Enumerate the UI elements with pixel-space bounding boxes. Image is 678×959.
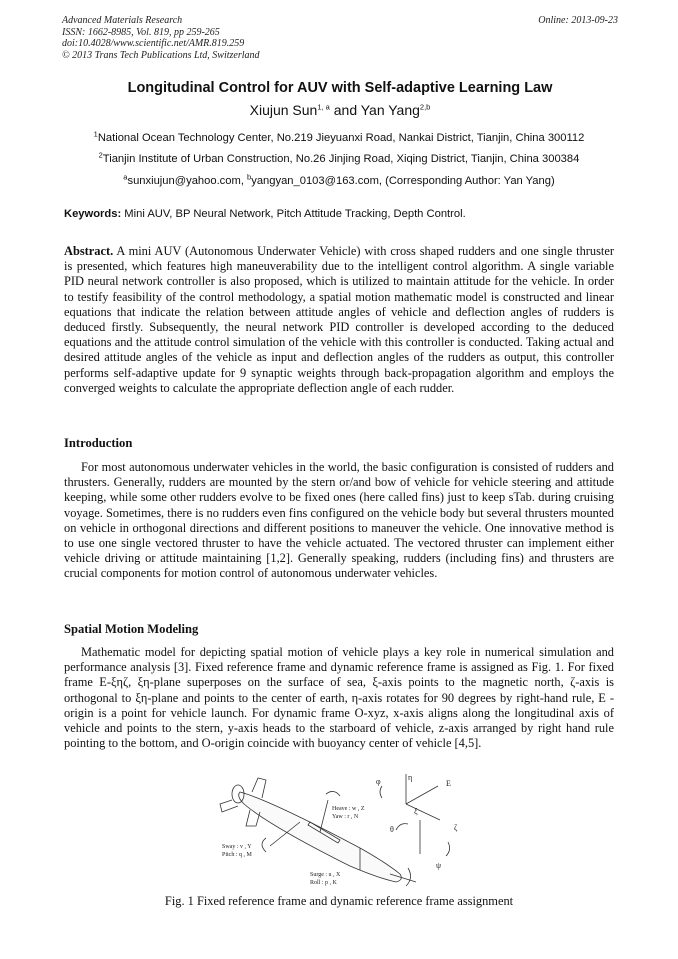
sway-label: Sway : v , Y — [222, 844, 252, 850]
e-label: E — [446, 779, 451, 788]
roll-label: Roll : p , K — [310, 880, 337, 886]
author-2-sup: 2,b — [419, 102, 431, 112]
phi-label: φ — [376, 777, 381, 786]
keywords-label: Keywords: — [64, 208, 122, 220]
email-a: sunxiujun@yahoo.com, — [127, 175, 248, 187]
eta-label: η — [408, 773, 413, 782]
xi-label: ξ — [414, 807, 418, 816]
author-1-sup: 1, a — [317, 102, 330, 112]
keywords-text: Mini AUV, BP Neural Network, Pitch Attitude Tracking, Depth Control. — [121, 208, 466, 220]
author-1: Xiujun Sun — [249, 102, 318, 118]
auv-hull — [239, 792, 402, 882]
author-and: and — [329, 102, 361, 118]
theta-arc — [396, 824, 408, 830]
phi-arc — [380, 786, 382, 798]
spatial-modeling-paragraph: Mathematic model for depicting spatial motion of vehicle plays a key role in numerical simulation and performance analysis [3]. Fixed reference frame and dynamic reference frame is assigned as Fig. 1. For fixed frame E-ξηζ, ξη-plane superposes on the surface of sea, ξ-axis points to the magnetic north, ζ-axis is orthogonal to ξη-plane and points to the center of earth, η-axis rotates for 90 degrees by right-hand rule, E -origin is a point for vehicle launch. For dynamic frame O-xyz, x-axis aligns along the longitudinal axis of vehicle and points to the stern, y-axis heads to the starboard of vehicle, z-axis arranged by right hand rule pointing to the bottom, and O-origin coincide with buoyancy center of vehicle [4,5]. — [64, 645, 614, 751]
figure-caption: Fig. 1 Fixed reference frame and dynamic reference frame assignment — [164, 894, 514, 908]
abstract-label: Abstract. — [64, 244, 114, 258]
zeta-label: ζ — [454, 823, 458, 832]
email-b: yangyan_0103@163.com, (Corresponding Author: Yan Yang) — [251, 175, 555, 187]
online-date: Online: 2013-09-23 — [538, 15, 618, 26]
roll-arc — [406, 868, 411, 886]
z-axis-arrow — [320, 800, 328, 832]
paper-title: Longitudinal Control for AUV with Self-adaptive Learning Law — [127, 80, 553, 96]
zeta-axis — [406, 804, 440, 820]
introduction-heading: Introduction — [64, 436, 133, 450]
affiliation-1-text: National Ocean Technology Center, No.219 Jieyuanxi Road, Nankai District, Tianjin, China 300112 — [97, 132, 585, 144]
email-line — [40, 172, 638, 187]
abstract-paragraph — [64, 244, 614, 396]
email-a-sup: a — [123, 172, 128, 182]
doi-line: doi:10.4028/www.scientific.net/AMR.819.259 — [62, 38, 245, 49]
pitch-arc — [262, 838, 266, 852]
journal-name: Advanced Materials Research — [62, 15, 183, 26]
affiliation-1 — [40, 129, 638, 144]
yaw-label: Yaw : r , N — [332, 814, 359, 820]
copyright-line: © 2013 Trans Tech Publications Ltd, Switzerland — [62, 49, 260, 61]
auv-stern-rudder-top — [252, 778, 266, 798]
journal-header — [62, 15, 618, 61]
keywords-line — [64, 208, 616, 220]
psi-arc — [446, 842, 450, 856]
affiliation-2-sup: 2 — [98, 150, 103, 160]
affiliation-2-text: Tianjin Institute of Urban Construction, No.26 Jinjing Road, Xiqing District, Tianjin, China 300384 — [102, 153, 580, 165]
yaw-arc — [326, 791, 340, 796]
introduction-paragraph: For most autonomous underwater vehicles in the world, the basic configuration is consisted of rudders and thrusters. Generally, rudders are mounted by the stern or/and bow of vehicle for vehicle steering and attitude keeping, while some other rudders evolve to be fixed ones (here called fins) just to keep sTab. during cruising voyage. Sometimes, there is no rudders even fins configured on the vehicle body but several thrusters mounted on vehicle in orthogonal directions and different positions to maneuver the vehicle. One innovative method is to use one single vectored thruster to have the vehicle actuated. The vectored thruster can implement either vehicle driving or attitude maintaining [1,2]. Generally speaking, rudders (including fins) and thrusters are crucial components for motion control of autonomous underwater vehicles. — [64, 460, 614, 581]
author-2: Yan Yang — [360, 102, 420, 118]
affiliation-1-sup: 1 — [93, 129, 98, 139]
heave-label: Heave : w , Z — [332, 806, 365, 812]
psi-label: ψ — [436, 861, 442, 870]
spatial-modeling-heading: Spatial Motion Modeling — [64, 622, 199, 636]
auv-diagram — [210, 770, 500, 892]
author-line — [62, 102, 618, 118]
surge-label: Surge : u , X — [310, 872, 341, 878]
email-b-sup: b — [247, 172, 252, 182]
figure-1 — [210, 770, 500, 892]
pitch-label: Pitch : q , M — [222, 852, 252, 858]
xi-axis — [406, 786, 438, 804]
abstract-text: A mini AUV (Autonomous Underwater Vehicle) with cross shaped rudders and one single thruster is presented, which features high maneuverability due to the intelligent control algorithm. A single variable PID neural network controller is also proposed, which is utilized to maintain attitude for the vehicle. In order to testify feasibility of the control methodology, a spatial motion mathematic model is constructed and linear equations that indicate the relation between attitude angles of vehicle and deflection angles of rudders is deduced firstly. Subsequently, the neural network PID controller is developed according to the deduced equations and the attitude control simulation of the vehicle with this controller is conducted. Taking actual and desired attitude angles of the vehicle as input and deflection angles of the rudders as output, this controller performs self-adaptive update for 9 synaptic weights through back-propagation algorithm and employs the converged weights to calculate the appropriate deflection angle of each rudder. — [64, 244, 614, 395]
theta-label: θ — [390, 825, 394, 834]
affiliation-2 — [40, 150, 638, 165]
issn-line: ISSN: 1662-8985, Vol. 819, pp 259-265 — [62, 26, 220, 38]
